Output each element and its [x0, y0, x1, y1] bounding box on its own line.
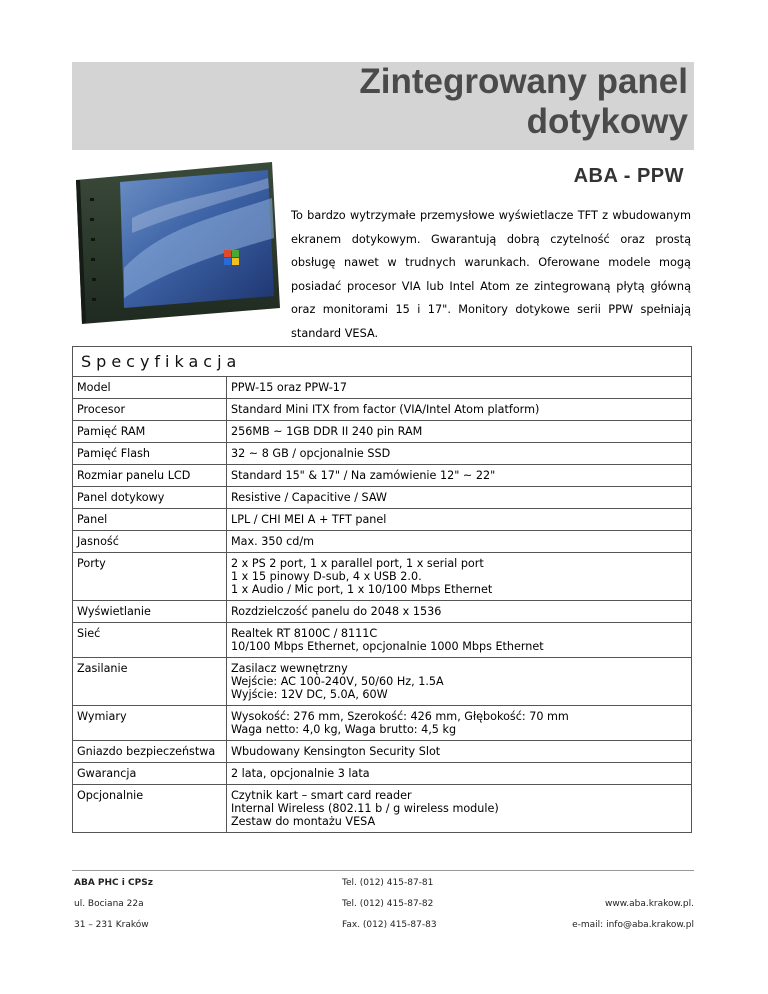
spec-key: Procesor — [73, 399, 227, 421]
spec-key: Pamięć RAM — [73, 421, 227, 443]
spec-row — [73, 553, 692, 601]
spec-value-line: Internal Wireless (802.11 b / g wireless module) — [231, 802, 499, 815]
spec-value-line: Wejście: AC 100-240V, 50/60 Hz, 1.5A — [231, 675, 444, 688]
spec-key: Model — [73, 377, 227, 399]
spec-row — [73, 601, 692, 623]
spec-row — [73, 377, 692, 399]
spec-key: Gniazdo bezpieczeństwa — [73, 741, 227, 763]
spec-key: Wyświetlanie — [73, 601, 227, 623]
spec-value — [227, 465, 692, 487]
spec-key: Pamięć Flash — [73, 443, 227, 465]
spec-key: Rozmiar panelu LCD — [73, 465, 227, 487]
spec-row — [73, 658, 692, 706]
spec-value-line: Max. 350 cd/m — [231, 535, 315, 548]
spec-heading-text: Specyfikacja — [81, 352, 242, 371]
spec-row — [73, 623, 692, 658]
spec-value-line: 10/100 Mbps Ethernet, opcjonalnie 1000 Mbps Ethernet — [231, 640, 544, 653]
spec-value-line: 2 lata, opcjonalnie 3 lata — [231, 767, 370, 780]
footer-city: 31 – 231 Kraków — [74, 920, 149, 930]
spec-value-line: Wysokość: 276 mm, Szerokość: 426 mm, Głębokość: 70 mm — [231, 710, 569, 723]
spec-row — [73, 785, 692, 833]
footer-divider — [72, 870, 694, 871]
spec-row — [73, 741, 692, 763]
spec-row — [73, 421, 692, 443]
spec-value-line: Standard 15" & 17" / Na zamówienie 12" ~ 22" — [231, 469, 496, 482]
spec-value-line: LPL / CHI MEI A + TFT panel — [231, 513, 387, 526]
spec-table — [72, 376, 692, 833]
title-banner — [72, 62, 694, 150]
spec-value — [227, 421, 692, 443]
spec-row — [73, 443, 692, 465]
footer-company: ABA PHC i CPSz — [74, 878, 153, 888]
spec-value — [227, 763, 692, 785]
spec-value — [227, 741, 692, 763]
spec-key: Zasilanie — [73, 658, 227, 706]
spec-value — [227, 509, 692, 531]
spec-row — [73, 465, 692, 487]
spec-value-line: Waga netto: 4,0 kg, Waga brutto: 4,5 kg — [231, 723, 457, 736]
spec-value — [227, 658, 692, 706]
spec-value — [227, 601, 692, 623]
product-description: To bardzo wytrzymałe przemysłowe wyświetlacze TFT z wbudowanym ekranem dotykowym. Gwarantują dobrą czytelność oraz prostą obsługę nawet w trudnych warunkach. Oferowane modele mogą posiadać procesor VIA lub Intel Atom ze zintegrowaną płytą główną oraz monitorami 15 i 17". Monitory dotykowe serii PPW spełniają standard VESA. — [291, 209, 691, 340]
spec-value-line: Rozdzielczość panelu do 2048 x 1536 — [231, 605, 442, 618]
spec-row — [73, 531, 692, 553]
spec-value — [227, 443, 692, 465]
spec-row — [73, 487, 692, 509]
spec-value — [227, 399, 692, 421]
spec-value — [227, 785, 692, 833]
spec-value — [227, 487, 692, 509]
spec-value — [227, 377, 692, 399]
spec-value — [227, 531, 692, 553]
spec-value-line: PPW-15 oraz PPW-17 — [231, 381, 348, 394]
footer-tel1: Tel. (012) 415-87-81 — [342, 878, 434, 888]
spec-key: Gwarancja — [73, 763, 227, 785]
spec-value-line: 32 ~ 8 GB / opcjonalnie SSD — [231, 447, 391, 460]
spec-row — [73, 399, 692, 421]
spec-value-line: Zestaw do montażu VESA — [231, 815, 376, 828]
spec-row — [73, 763, 692, 785]
spec-value-line: Wbudowany Kensington Security Slot — [231, 745, 441, 758]
spec-key: Opcjonalnie — [73, 785, 227, 833]
footer-website[interactable]: www.aba.krakow.pl. — [604, 899, 694, 909]
spec-row — [73, 509, 692, 531]
spec-heading — [72, 346, 692, 376]
spec-value-line: Resistive / Capacitive / SAW — [231, 491, 387, 504]
spec-value-line: Wyjście: 12V DC, 5.0A, 60W — [231, 688, 388, 701]
spec-value-line: 256MB ~ 1GB DDR II 240 pin RAM — [231, 425, 423, 438]
spec-value — [227, 553, 692, 601]
footer-email[interactable]: e-mail: info@aba.krakow.pl — [572, 920, 694, 930]
spec-key: Panel — [73, 509, 227, 531]
footer-street: ul. Bociana 22a — [74, 899, 144, 909]
page-title: Zintegrowany panel dotykowy — [359, 62, 688, 141]
spec-key: Porty — [73, 553, 227, 601]
spec-value-line: 1 x Audio / Mic port, 1 x 10/100 Mbps Ethernet — [231, 583, 493, 596]
spec-value-line: Standard Mini ITX from factor (VIA/Intel Atom platform) — [231, 403, 540, 416]
spec-value-line: 1 x 15 pinowy D-sub, 4 x USB 2.0. — [231, 570, 422, 583]
spec-key: Panel dotykowy — [73, 487, 227, 509]
spec-key: Wymiary — [73, 706, 227, 741]
spec-key: Jasność — [73, 531, 227, 553]
footer-tel2: Tel. (012) 415-87-82 — [342, 899, 434, 909]
model-code: ABA - PPW — [573, 165, 684, 187]
spec-value-line: Czytnik kart – smart card reader — [231, 789, 412, 802]
spec-value-line: 2 x PS 2 port, 1 x parallel port, 1 x serial port — [231, 557, 484, 570]
spec-value-line: Zasilacz wewnętrzny — [231, 662, 348, 675]
spec-row — [73, 706, 692, 741]
spec-value-line: Realtek RT 8100C / 8111C — [231, 627, 378, 640]
spec-key: Sieć — [73, 623, 227, 658]
spec-value — [227, 706, 692, 741]
footer-fax: Fax. (012) 415-87-83 — [342, 920, 437, 930]
product-image — [72, 158, 282, 328]
spec-value — [227, 623, 692, 658]
